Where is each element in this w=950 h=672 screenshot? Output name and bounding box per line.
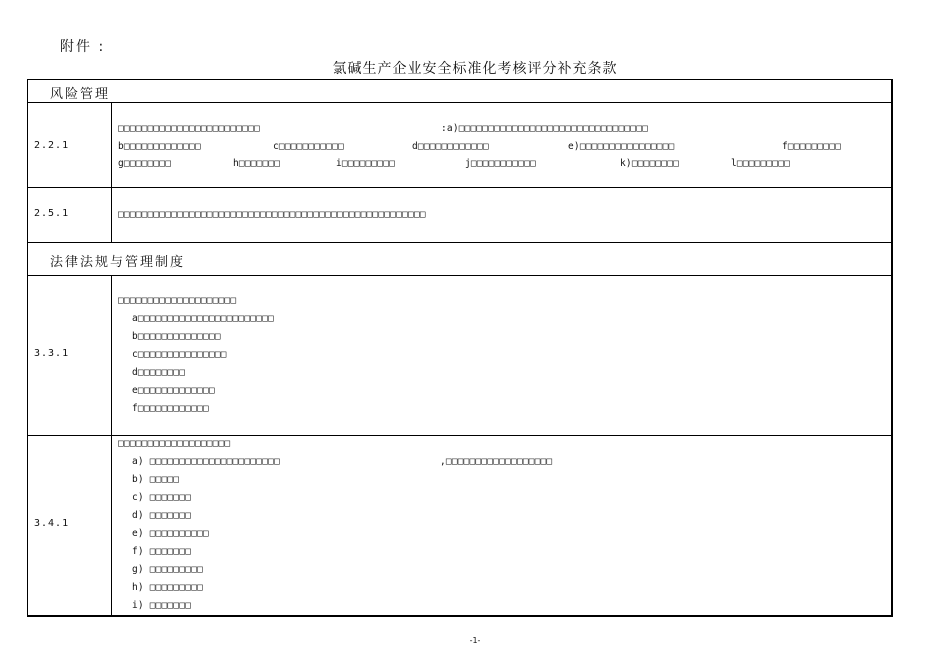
clause-number: 2.2.1 [34,140,70,151]
clause-text: d□□□□□□□□□□□□ [412,141,489,152]
clause-item: b) □□□□□ [132,474,180,485]
document-title: 氯碱生产企业安全标准化考核评分补充条款 [332,61,618,77]
clause-text: □□□□□□□□□□□□□□□□□□□□□□□□□□□□□□□□□□□□□□□□□□□□□□□□□□□□ [118,209,426,220]
clause-text: k)□□□□□□□□ [620,158,680,169]
clause-text: c□□□□□□□□□□□ [273,141,345,152]
table-row-3-3-1 [28,276,891,436]
section-header-laws-regulations [28,243,891,276]
clause-item: a□□□□□□□□□□□□□□□□□□□□□□□ [132,313,275,324]
table-row-2-2-1 [28,103,891,188]
clause-text: i□□□□□□□□□ [336,158,396,169]
clause-text: l□□□□□□□□□ [731,158,791,169]
clause-item: g) □□□□□□□□□ [132,564,204,575]
clause-number: 3.4.1 [34,518,70,529]
clause-item: c) □□□□□□□ [132,492,192,503]
clause-item: e□□□□□□□□□□□□□ [132,385,215,396]
clause-number-cell [28,103,112,187]
clause-item: a) □□□□□□□□□□□□□□□□□□□□□□ [132,456,280,467]
clause-text: f□□□□□□□□□ [782,141,842,152]
clause-item: b□□□□□□□□□□□□□□ [132,331,221,342]
clause-item: f□□□□□□□□□□□□ [132,403,209,414]
clause-item: d) □□□□□□□ [132,510,192,521]
section-title: 法律法规与管理制度 [50,255,186,270]
clause-text: e)□□□□□□□□□□□□□□□□ [568,141,675,152]
clause-number-cell [28,188,112,242]
clause-text: h□□□□□□□ [233,158,281,169]
attachment-label: 附件 : [60,39,106,55]
table-row-2-5-1 [28,188,891,243]
clause-item: d□□□□□□□□ [132,367,186,378]
section-title: 风险管理 [50,87,111,102]
clause-item: i) □□□□□□□ [132,600,192,611]
clause-text: :a)□□□□□□□□□□□□□□□□□□□□□□□□□□□□□□□□ [441,123,649,134]
clause-item: ,□□□□□□□□□□□□□□□□□□ [440,456,553,467]
clause-text: b□□□□□□□□□□□□□ [118,141,201,152]
clause-number-cell [28,436,112,616]
clause-number-cell [28,276,112,435]
clause-text: □□□□□□□□□□□□□□□□□□□ [118,438,231,449]
clause-text: □□□□□□□□□□□□□□□□□□□□ [118,295,237,306]
clause-number: 3.3.1 [34,348,70,359]
page-number: -1- [469,636,481,645]
table-row-3-4-1 [28,436,891,616]
supplement-table [27,79,893,617]
clause-number: 2.5.1 [34,208,70,219]
clause-text: g□□□□□□□□ [118,158,172,169]
clause-item: h) □□□□□□□□□ [132,582,204,593]
clause-text: j□□□□□□□□□□□ [465,158,537,169]
clause-item: c□□□□□□□□□□□□□□□ [132,349,227,360]
section-header-risk-management [28,80,891,103]
clause-item: e) □□□□□□□□□□ [132,528,209,539]
clause-item: f) □□□□□□□ [132,546,192,557]
clause-text: □□□□□□□□□□□□□□□□□□□□□□□□ [118,123,261,134]
